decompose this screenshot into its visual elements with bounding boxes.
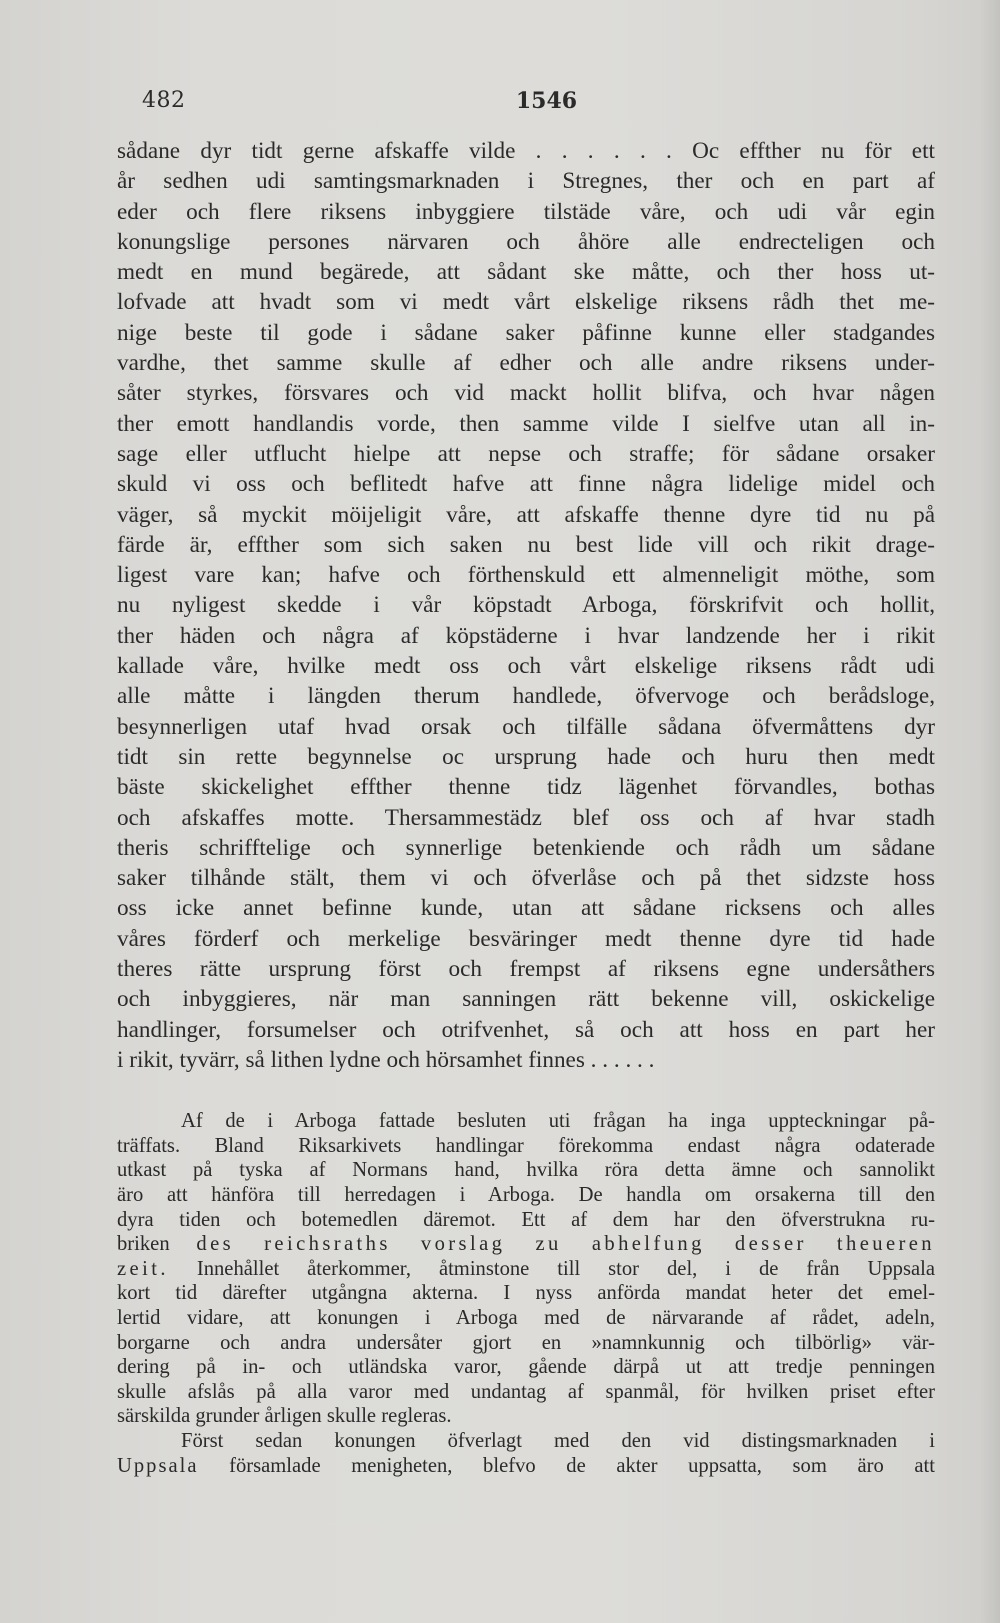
text-line: nu nyligest skedde i vår köpstadt Arboga, förskrifvit och hollit, [117, 592, 935, 619]
text-line: äro att hänföra till herredagen i Arboga. De handla om orsakerna till den [117, 1183, 935, 1206]
text-line: tidt sin rette begynnelse oc ursprung hade och huru then medt [117, 743, 935, 770]
text-line: Först sedan konungen öfverlagt med den vid distingsmarknaden i [181, 1429, 935, 1452]
text-line: sådane dyr tidt gerne afskaffe vilde . . . . . . Oc effther nu för ett [117, 138, 935, 164]
text-line: eder och flere riksens inbyggiere tilstäde våre, och udi vår egin [117, 198, 935, 225]
text-line: år sedhen udi samtingsmarknaden i Stregnes, ther och en part af [117, 168, 935, 195]
page-number: 482 [142, 88, 186, 113]
text-line: saker tilhånde stält, them vi och öfverlåse och på thet sidzste hoss [117, 865, 935, 892]
text-line: kallade våre, hvilke medt oss och vårt elskelige riksens rådt udi [117, 653, 935, 680]
text-line: handlinger, forsumelser och otrifvenhet, så och att hoss en part her [117, 1016, 935, 1043]
text-line: kort tid därefter utgångna akterna. I nyss anförda mandat heter det emel- [117, 1282, 935, 1305]
text-line: theres rätte ursprung först och frempst af riksens egne undersåthers [117, 956, 935, 983]
commentary-block [117, 1109, 935, 1478]
text-line: ther häden och några af köpstäderne i hvar landzende her i rikit [117, 622, 935, 649]
text-line: dyra tiden och botemedlen däremot. Ett af dem har den öfverstrukna ru- [117, 1208, 935, 1231]
text-line: utkast på tyska af Normans hand, hvilka röra detta ämne och sannolikt [117, 1159, 935, 1182]
text-line [117, 1257, 935, 1282]
text-line: lofvade att hvadt som vi medt vårt elskelige riksens rådh thet me- [117, 289, 935, 316]
text-line: i rikit, tyvärr, så lithen lydne och hörsamhet finnes . . . . . . [117, 1046, 655, 1073]
text-line: våres förderf och merkelige besväringer medt thenne dyre tid hade [117, 925, 935, 952]
page-header [120, 88, 935, 124]
page-edge-shadow [980, 0, 1000, 1623]
text-line: theris schrifftelige och synnerlige betenkiende och rådh um sådane [117, 834, 935, 861]
text-fragment: briken [117, 1233, 170, 1256]
text-fragment: Innehållet återkommer, åtminstone till stor del, i de från Uppsala [168, 1257, 935, 1280]
text-line: besynnerligen utaf hvad orsak och tilfälle sådana öfvermåttens dyr [117, 713, 935, 740]
text-line: träffats. Bland Riksarkivets handlingar förekomma endast några odaterade [117, 1134, 935, 1157]
running-head-year: 1546 [515, 88, 578, 114]
spaced-place-name: Uppsala [117, 1454, 199, 1477]
text-line: alle måtte i längden therum handlede, öfvervoge och berådsloge, [117, 683, 935, 710]
text-line: väger, så myckit möijeligit våre, att afskaffe thenne dyre tid nu på [117, 501, 935, 528]
text-line [117, 1454, 935, 1479]
text-fragment: församlade menigheten, blefvo de akter uppsatta, som äro att [198, 1454, 935, 1477]
spaced-quote: des reichsraths vorslag zu abhelfung desser theueren [196, 1233, 936, 1256]
page-body [117, 136, 935, 1478]
text-line: lertid vidare, att konungen i Arboga med de närvarande af rådet, adeln, [117, 1306, 935, 1329]
text-line: och inbyggieres, när man sanningen rätt bekenne vill, oskickelige [117, 986, 935, 1013]
text-line: färde är, effther som sich saken nu best lide vill och rikit drage- [117, 531, 935, 558]
text-line: vardhe, thet samme skulle af edher och alle andre riksens under- [117, 350, 935, 377]
text-line: borgarne och andra undersåter gjort en »namnkunnig och tilbörlig» vär- [117, 1331, 935, 1354]
text-line: och afskaffes motte. Thersammestädz blef oss och af hvar stadh [117, 804, 935, 831]
text-line: konungslige persones närvaren och åhöre alle endrecteligen och [117, 228, 935, 255]
text-line: såter styrkes, försvares och vid mackt hollit blifva, och hvar någen [117, 380, 935, 407]
main-text-block [117, 136, 935, 1075]
text-line: dering på in- och utländska varor, gående därpå ut att tredje penningen [117, 1356, 935, 1379]
text-line [117, 1232, 935, 1257]
text-line: ther emott handlandis vorde, then samme vilde I sielfve utan all in- [117, 410, 935, 437]
text-line: nige beste til gode i sådane saker påfinne kunne eller stadgandes [117, 319, 935, 346]
text-line: skulle afslås på alla varor med undantag af spanmål, för hvilken priset efter [117, 1380, 935, 1403]
text-line: bäste skickelighet effther thenne tidz lägenhet förvandles, bothas [117, 774, 935, 801]
text-line: medt en mund begärede, att sådant ske måtte, och ther hoss ut- [117, 259, 935, 286]
text-line: särskilda grunder årligen skulle regleras. [117, 1405, 452, 1428]
text-line: sage eller utflucht hielpe att nepse och straffe; för sådane orsaker [117, 440, 935, 467]
spaced-quote: zeit. [117, 1257, 169, 1280]
commentary-paragraph-1 [117, 1109, 935, 1429]
text-line: Af de i Arboga fattade besluten uti frågan ha inga uppteckningar på- [181, 1110, 935, 1133]
commentary-paragraph-2 [117, 1429, 935, 1478]
text-line: oss icke annet befinne kunde, utan att sådane ricksens och alles [117, 895, 935, 922]
text-line: ligest vare kan; hafve och förthenskuld ett almenneligit möthe, som [117, 562, 935, 589]
text-line: skuld vi oss och beflitedt hafve att finne några lidelige midel och [117, 471, 935, 498]
